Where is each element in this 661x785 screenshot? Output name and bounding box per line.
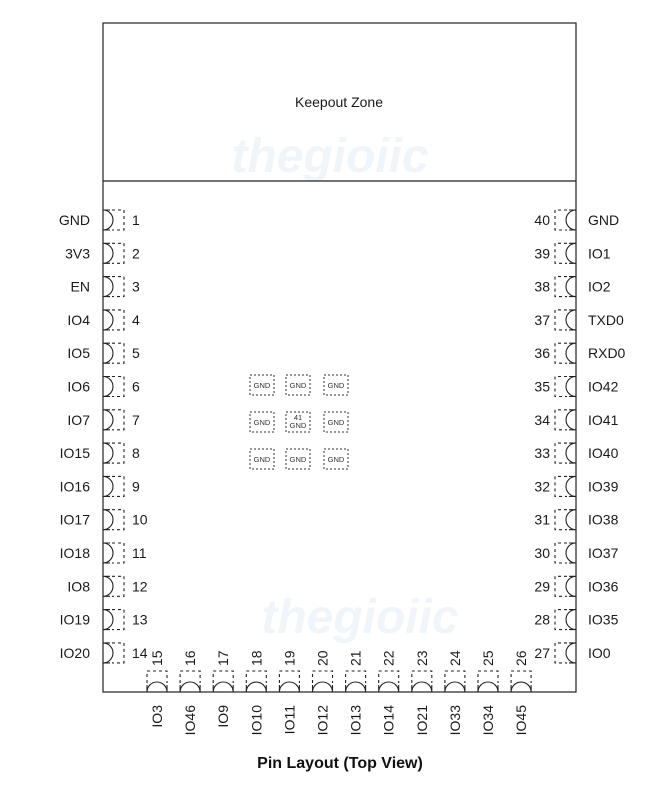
pin-name: IO41 <box>588 411 619 428</box>
pin-3 <box>71 277 140 297</box>
pin-name: IO34 <box>480 705 496 736</box>
pin-number: 19 <box>281 650 298 666</box>
pin-pad <box>103 476 113 496</box>
pin-number: 25 <box>480 650 496 666</box>
pin-pad-outline <box>445 671 465 683</box>
pin-38 <box>534 277 610 297</box>
pin-number: 9 <box>132 478 140 495</box>
watermark-text: thegioiic <box>261 591 459 644</box>
pin-name: IO15 <box>59 445 90 462</box>
ground-pad-label: GND <box>253 455 271 464</box>
pin-pad <box>566 643 576 663</box>
pin-number: 35 <box>534 378 550 395</box>
pin-pad-outline <box>180 671 200 683</box>
pin-pad-outline <box>112 643 124 663</box>
pin-pad-outline <box>555 443 567 463</box>
pin-number: 40 <box>534 212 550 228</box>
pin-pad-outline <box>555 643 567 663</box>
pin-name: IO8 <box>67 578 90 595</box>
ground-pad <box>324 375 348 395</box>
pin-pad-outline <box>555 476 567 496</box>
ground-pad <box>250 412 274 432</box>
pin-number: 13 <box>132 611 148 628</box>
pin-22 <box>379 650 399 735</box>
pin-pad <box>103 377 113 397</box>
pin-pad-outline <box>112 377 124 397</box>
pin-number: 2 <box>132 245 140 262</box>
keepout-zone-label: Keepout Zone <box>295 94 383 110</box>
pin-pad-outline <box>555 243 567 263</box>
pin-pad <box>103 310 113 330</box>
pin-pad <box>478 682 498 692</box>
pin-pad <box>313 682 333 692</box>
pin-pad-outline <box>112 443 124 463</box>
pin-name: GND <box>58 212 90 228</box>
pin-pad <box>445 682 465 692</box>
pin-name: TXD0 <box>588 311 624 328</box>
pin-number: 28 <box>534 611 550 628</box>
pin-pad <box>103 643 113 663</box>
ground-pad <box>286 449 310 469</box>
pin-name: IO10 <box>248 705 265 736</box>
pin-16 <box>180 650 200 735</box>
pin-name: IO1 <box>588 245 611 262</box>
pin-pad-outline <box>112 243 124 263</box>
pin-name: EN <box>70 278 90 295</box>
pin-number: 17 <box>215 650 232 666</box>
pin-6 <box>67 377 140 397</box>
pin-name: GND <box>588 212 620 228</box>
pin-24 <box>445 650 465 735</box>
pin-4 <box>67 310 140 330</box>
pin-40 <box>534 210 619 230</box>
pin-21 <box>346 650 366 735</box>
ground-pad <box>324 412 348 432</box>
pin-pad-outline <box>213 671 233 683</box>
pin-pad <box>103 410 113 430</box>
pin-pad-outline <box>246 671 266 683</box>
pin-pad <box>246 682 266 692</box>
pin-name: IO16 <box>59 478 90 495</box>
pin-pad <box>566 210 576 230</box>
pin-number: 33 <box>534 445 550 462</box>
pin-name: IO35 <box>588 611 619 628</box>
pin-number: 20 <box>314 650 331 666</box>
pin-pad <box>103 210 113 230</box>
pin-name: IO38 <box>588 511 619 528</box>
pin-number: 32 <box>534 478 550 495</box>
pin-pad-outline <box>555 277 567 297</box>
pin-name: IO18 <box>59 545 90 561</box>
pin-name: IO5 <box>67 345 90 362</box>
pin-pad-outline <box>112 410 124 430</box>
ground-pad-label: GND <box>289 381 307 390</box>
pin-number: 34 <box>534 411 550 428</box>
pin-pad <box>566 310 576 330</box>
pin-name: IO4 <box>67 311 90 328</box>
pin-pad <box>103 243 113 263</box>
pin-number: 38 <box>534 278 550 295</box>
pin-number: 7 <box>132 411 140 428</box>
pin-number: 8 <box>132 445 140 462</box>
pin-pad-outline <box>555 610 567 630</box>
pin-pad <box>412 682 432 692</box>
pin-name: IO9 <box>215 705 232 728</box>
ground-pad <box>324 449 348 469</box>
ground-pad-number: 41 <box>293 413 303 422</box>
pin-23 <box>412 650 432 735</box>
pin-39 <box>534 243 610 263</box>
pin-pad <box>103 277 113 297</box>
pin-pad-outline <box>511 671 531 683</box>
pin-number: 1 <box>132 212 140 228</box>
pin-20 <box>313 650 333 735</box>
pin-pad-outline <box>313 671 333 683</box>
pin-number: 14 <box>132 644 148 661</box>
pin-number: 21 <box>347 650 364 666</box>
pin-name: IO21 <box>413 705 430 736</box>
pin-36 <box>534 343 625 363</box>
pin-pad-outline <box>346 671 366 683</box>
pin-name: IO14 <box>380 705 397 736</box>
pin-pad <box>180 682 200 692</box>
ground-pad <box>250 375 274 395</box>
pin-pad-outline <box>279 671 299 683</box>
pin-name: IO46 <box>182 705 199 736</box>
pin-10 <box>60 510 148 530</box>
pin-name: IO45 <box>513 705 530 736</box>
pin-pad <box>103 343 113 363</box>
pin-pad-outline <box>112 310 124 330</box>
pin-pad-outline <box>112 277 124 297</box>
pin-name: IO13 <box>347 705 364 736</box>
pin-pad-outline <box>555 543 567 563</box>
pin-pad <box>566 610 576 630</box>
pin-name: IO42 <box>588 378 619 395</box>
pin-8 <box>60 443 140 463</box>
pin-number: 26 <box>513 650 530 666</box>
right-pin-column <box>534 210 625 663</box>
pin-26 <box>511 650 531 735</box>
pin-number: 3 <box>132 278 140 295</box>
pin-number: 5 <box>132 345 140 362</box>
pin-name: IO20 <box>59 644 90 661</box>
pin-pad-outline <box>555 410 567 430</box>
pin-37 <box>534 310 624 330</box>
pin-pad-outline <box>112 510 124 530</box>
pin-pad <box>103 443 113 463</box>
pin-7 <box>67 410 140 430</box>
pin-pad-outline <box>478 671 498 683</box>
pin-pad-outline <box>112 343 124 363</box>
pin-5 <box>67 343 140 363</box>
pin-number: 16 <box>182 650 199 666</box>
pin-pad <box>566 476 576 496</box>
ground-pad-label: GND <box>327 455 345 464</box>
pin-pad <box>566 510 576 530</box>
pin-pad <box>279 682 299 692</box>
pin-pad <box>566 543 576 563</box>
pin-name: IO11 <box>281 705 298 735</box>
ground-pad <box>286 375 310 395</box>
pin-pad-outline <box>379 671 399 683</box>
pin-name: IO36 <box>588 578 619 595</box>
ground-pad-grid <box>250 375 348 469</box>
pin-number: 24 <box>446 650 463 666</box>
bottom-pin-row <box>147 650 531 735</box>
pin-pad-outline <box>112 610 124 630</box>
ground-pad-label: GND <box>289 421 307 430</box>
pin-pad-outline <box>555 210 567 230</box>
pin-name: IO6 <box>67 378 90 395</box>
pin-25 <box>478 650 498 735</box>
pin-18 <box>246 650 266 735</box>
pin-1 <box>59 210 140 230</box>
pin-pad-outline <box>555 576 567 596</box>
pin-pad <box>566 410 576 430</box>
pin-pad <box>566 343 576 363</box>
pin-number: 18 <box>248 650 265 666</box>
pin-name: IO39 <box>588 478 619 495</box>
pin-number: 4 <box>132 311 140 328</box>
pin-pad-outline <box>147 671 167 683</box>
pin-pad <box>103 510 113 530</box>
ground-pad <box>286 412 310 432</box>
pin-pad <box>147 682 167 692</box>
pin-name: IO17 <box>59 511 90 528</box>
pin-number: 37 <box>534 311 550 328</box>
pin-number: 39 <box>534 245 550 262</box>
pin-pad-outline <box>112 210 124 230</box>
pin-number: 6 <box>132 378 140 395</box>
pin-number: 23 <box>413 650 430 666</box>
pin-pad <box>103 610 113 630</box>
ground-pad-label: GND <box>327 381 345 390</box>
pin-pad-outline <box>112 543 124 563</box>
pin-number: 22 <box>380 650 397 666</box>
pin-number: 10 <box>132 511 148 528</box>
pin-14 <box>60 643 148 663</box>
pin-9 <box>60 476 140 496</box>
pin-pad <box>346 682 366 692</box>
pin-pad-outline <box>555 377 567 397</box>
ground-pad-label: GND <box>289 455 307 464</box>
pin-15 <box>147 650 167 727</box>
pin-pad <box>103 543 113 563</box>
pin-number: 27 <box>534 644 550 661</box>
pin-number: 15 <box>149 650 165 666</box>
pin-pad-outline <box>112 576 124 596</box>
pin-name: IO19 <box>59 611 90 628</box>
pin-pad <box>566 377 576 397</box>
ground-pad-label: GND <box>253 418 271 427</box>
pin-number: 30 <box>534 545 550 561</box>
diagram-title: Pin Layout (Top View) <box>257 755 423 772</box>
pin-pad <box>213 682 233 692</box>
pin-name: IO0 <box>588 644 611 661</box>
pin-pad <box>566 576 576 596</box>
pin-17 <box>213 650 233 727</box>
pin-name: IO12 <box>314 705 331 736</box>
pin-pad <box>379 682 399 692</box>
ground-pad <box>250 449 274 469</box>
pin-pad-outline <box>555 310 567 330</box>
pin-pad <box>566 243 576 263</box>
pin-13 <box>60 610 148 630</box>
pin-pad-outline <box>412 671 432 683</box>
pin-pad <box>511 682 531 692</box>
ground-pad-label: GND <box>253 381 271 390</box>
pin-pad-outline <box>555 343 567 363</box>
pin-name: IO2 <box>588 278 611 295</box>
pin-name: IO33 <box>446 705 463 736</box>
pin-pad <box>566 443 576 463</box>
pin-name: IO37 <box>588 545 619 561</box>
pin-27 <box>534 643 610 663</box>
pin-pad <box>103 576 113 596</box>
watermark-text: thegioiic <box>231 130 429 183</box>
pin-name: 3V3 <box>65 245 90 262</box>
pin-name: RXD0 <box>588 345 626 362</box>
pin-number: 36 <box>534 345 550 362</box>
pin-number: 31 <box>534 511 550 528</box>
pin-pad <box>566 277 576 297</box>
pin-pad-outline <box>112 476 124 496</box>
pin-name: IO7 <box>67 411 90 428</box>
pin-12 <box>67 576 147 596</box>
ground-pad-label: GND <box>327 418 345 427</box>
pin-pad-outline <box>555 510 567 530</box>
pin-number: 11 <box>132 545 147 561</box>
pin-name: IO40 <box>588 445 619 462</box>
pin-number: 12 <box>132 578 148 595</box>
pin-name: IO3 <box>149 705 165 728</box>
pin-number: 29 <box>534 578 550 595</box>
